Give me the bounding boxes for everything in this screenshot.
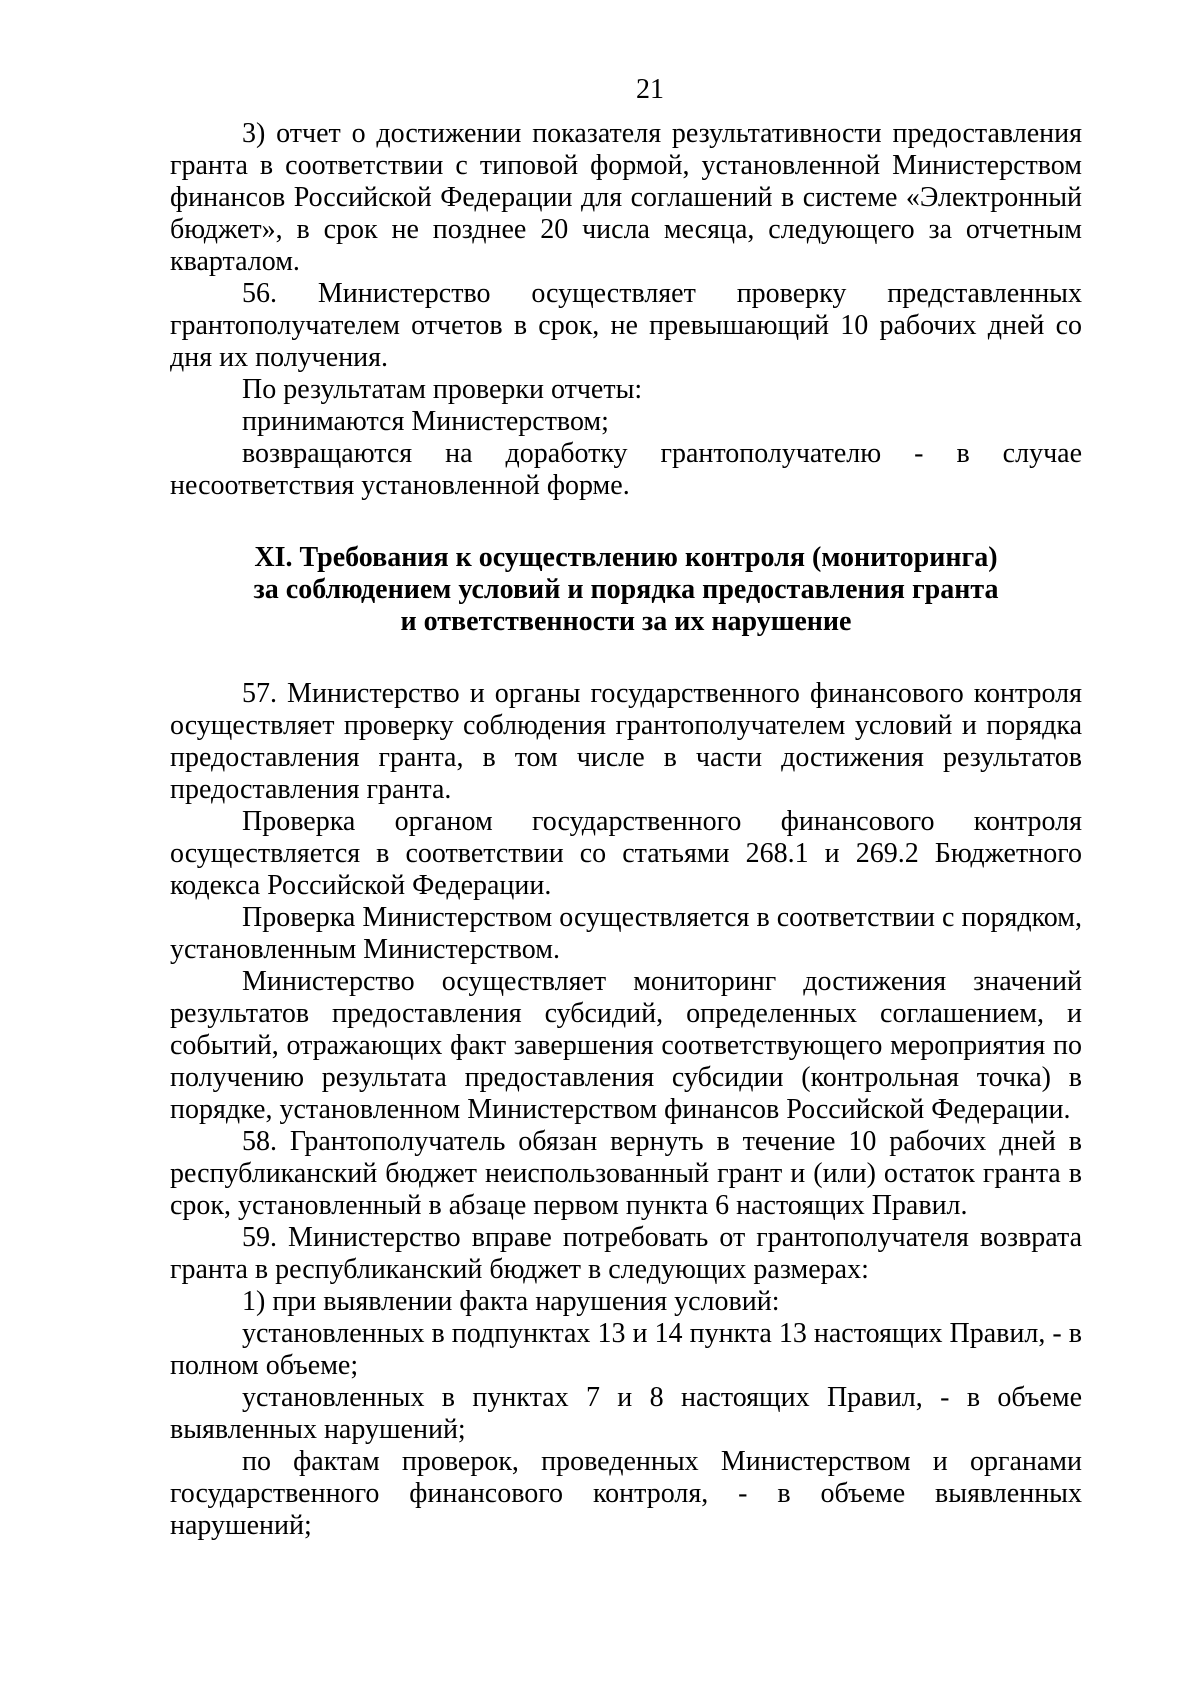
paragraph-check-results: По результатам проверки отчеты: — [242, 374, 643, 405]
paragraph-returned: возвращаются на доработку грантополучателю - в случае несоответствия установленной форме. — [170, 438, 1082, 501]
paragraph-ministry-check: Проверка Министерством осуществляется в соответствии с порядком, установленным Министерством. — [170, 902, 1082, 965]
page-number: 21 — [636, 74, 664, 105]
paragraph-58: 58. Грантополучатель обязан вернуть в течение 10 рабочих дней в республиканский бюджет неиспользованный грант и (или) остаток гранта в срок, установленный в абзаце первом пункта 6 настоящих Правил. — [170, 1126, 1082, 1221]
section-heading-line-1: XI. Требования к осуществлению контроля (мониторинга) — [254, 542, 998, 573]
paragraph-57: 57. Министерство и органы государственного финансового контроля осуществляет проверку соблюдения грантополучателем условий и порядка предоставления гранта, в том числе в части достижения результатов предоставления гранта. — [170, 678, 1082, 805]
section-heading-line-3: и ответственности за их нарушение — [400, 606, 852, 637]
paragraph-56: 56. Министерство осуществляет проверку представленных грантополучателем отчетов в срок, не превышающий 10 рабочих дней со дня их получения. — [170, 278, 1082, 373]
paragraph-accepted: принимаются Министерством; — [242, 406, 609, 437]
paragraph-59-item-1: 1) при выявлении факта нарушения условий: — [242, 1286, 780, 1317]
paragraph-monitoring: Министерство осуществляет мониторинг достижения значений результатов предоставления субсидий, определенных соглашением, и событий, отражающих факт завершения соответствующего мероприятия по получению результата предоставления субсидии (контрольная точка) в порядке, установленном Министерством финансов Российской Федерации. — [170, 966, 1082, 1125]
section-heading — [170, 542, 1082, 638]
paragraph-subpoints-13-14: установленных в подпунктах 13 и 14 пункта 13 настоящих Правил, - в полном объеме; — [170, 1318, 1082, 1381]
paragraph-inspection-facts: по фактам проверок, проведенных Министерством и органами государственного финансового контроля, - в объеме выявленных нарушений; — [170, 1446, 1082, 1541]
paragraph-59: 59. Министерство вправе потребовать от грантополучателя возврата гранта в республиканский бюджет в следующих размерах: — [170, 1222, 1082, 1285]
paragraph-report-item-3: 3) отчет о достижении показателя результативности предоставления гранта в соответствии с типовой формой, установленной Министерством финансов Российской Федерации для соглашений в системе «Электронный бюджет», в срок не позднее 20 числа месяца, следующего за отчетным кварталом. — [170, 118, 1082, 277]
document-body — [170, 118, 1082, 1542]
paragraph-points-7-8: установленных в пунктах 7 и 8 настоящих Правил, - в объеме выявленных нарушений; — [170, 1382, 1082, 1445]
paragraph-financial-control-check: Проверка органом государственного финансового контроля осуществляется в соответствии со статьями 268.1 и 269.2 Бюджетного кодекса Российской Федерации. — [170, 806, 1082, 901]
section-heading-line-2: за соблюдением условий и порядка предоставления гранта — [253, 574, 999, 605]
